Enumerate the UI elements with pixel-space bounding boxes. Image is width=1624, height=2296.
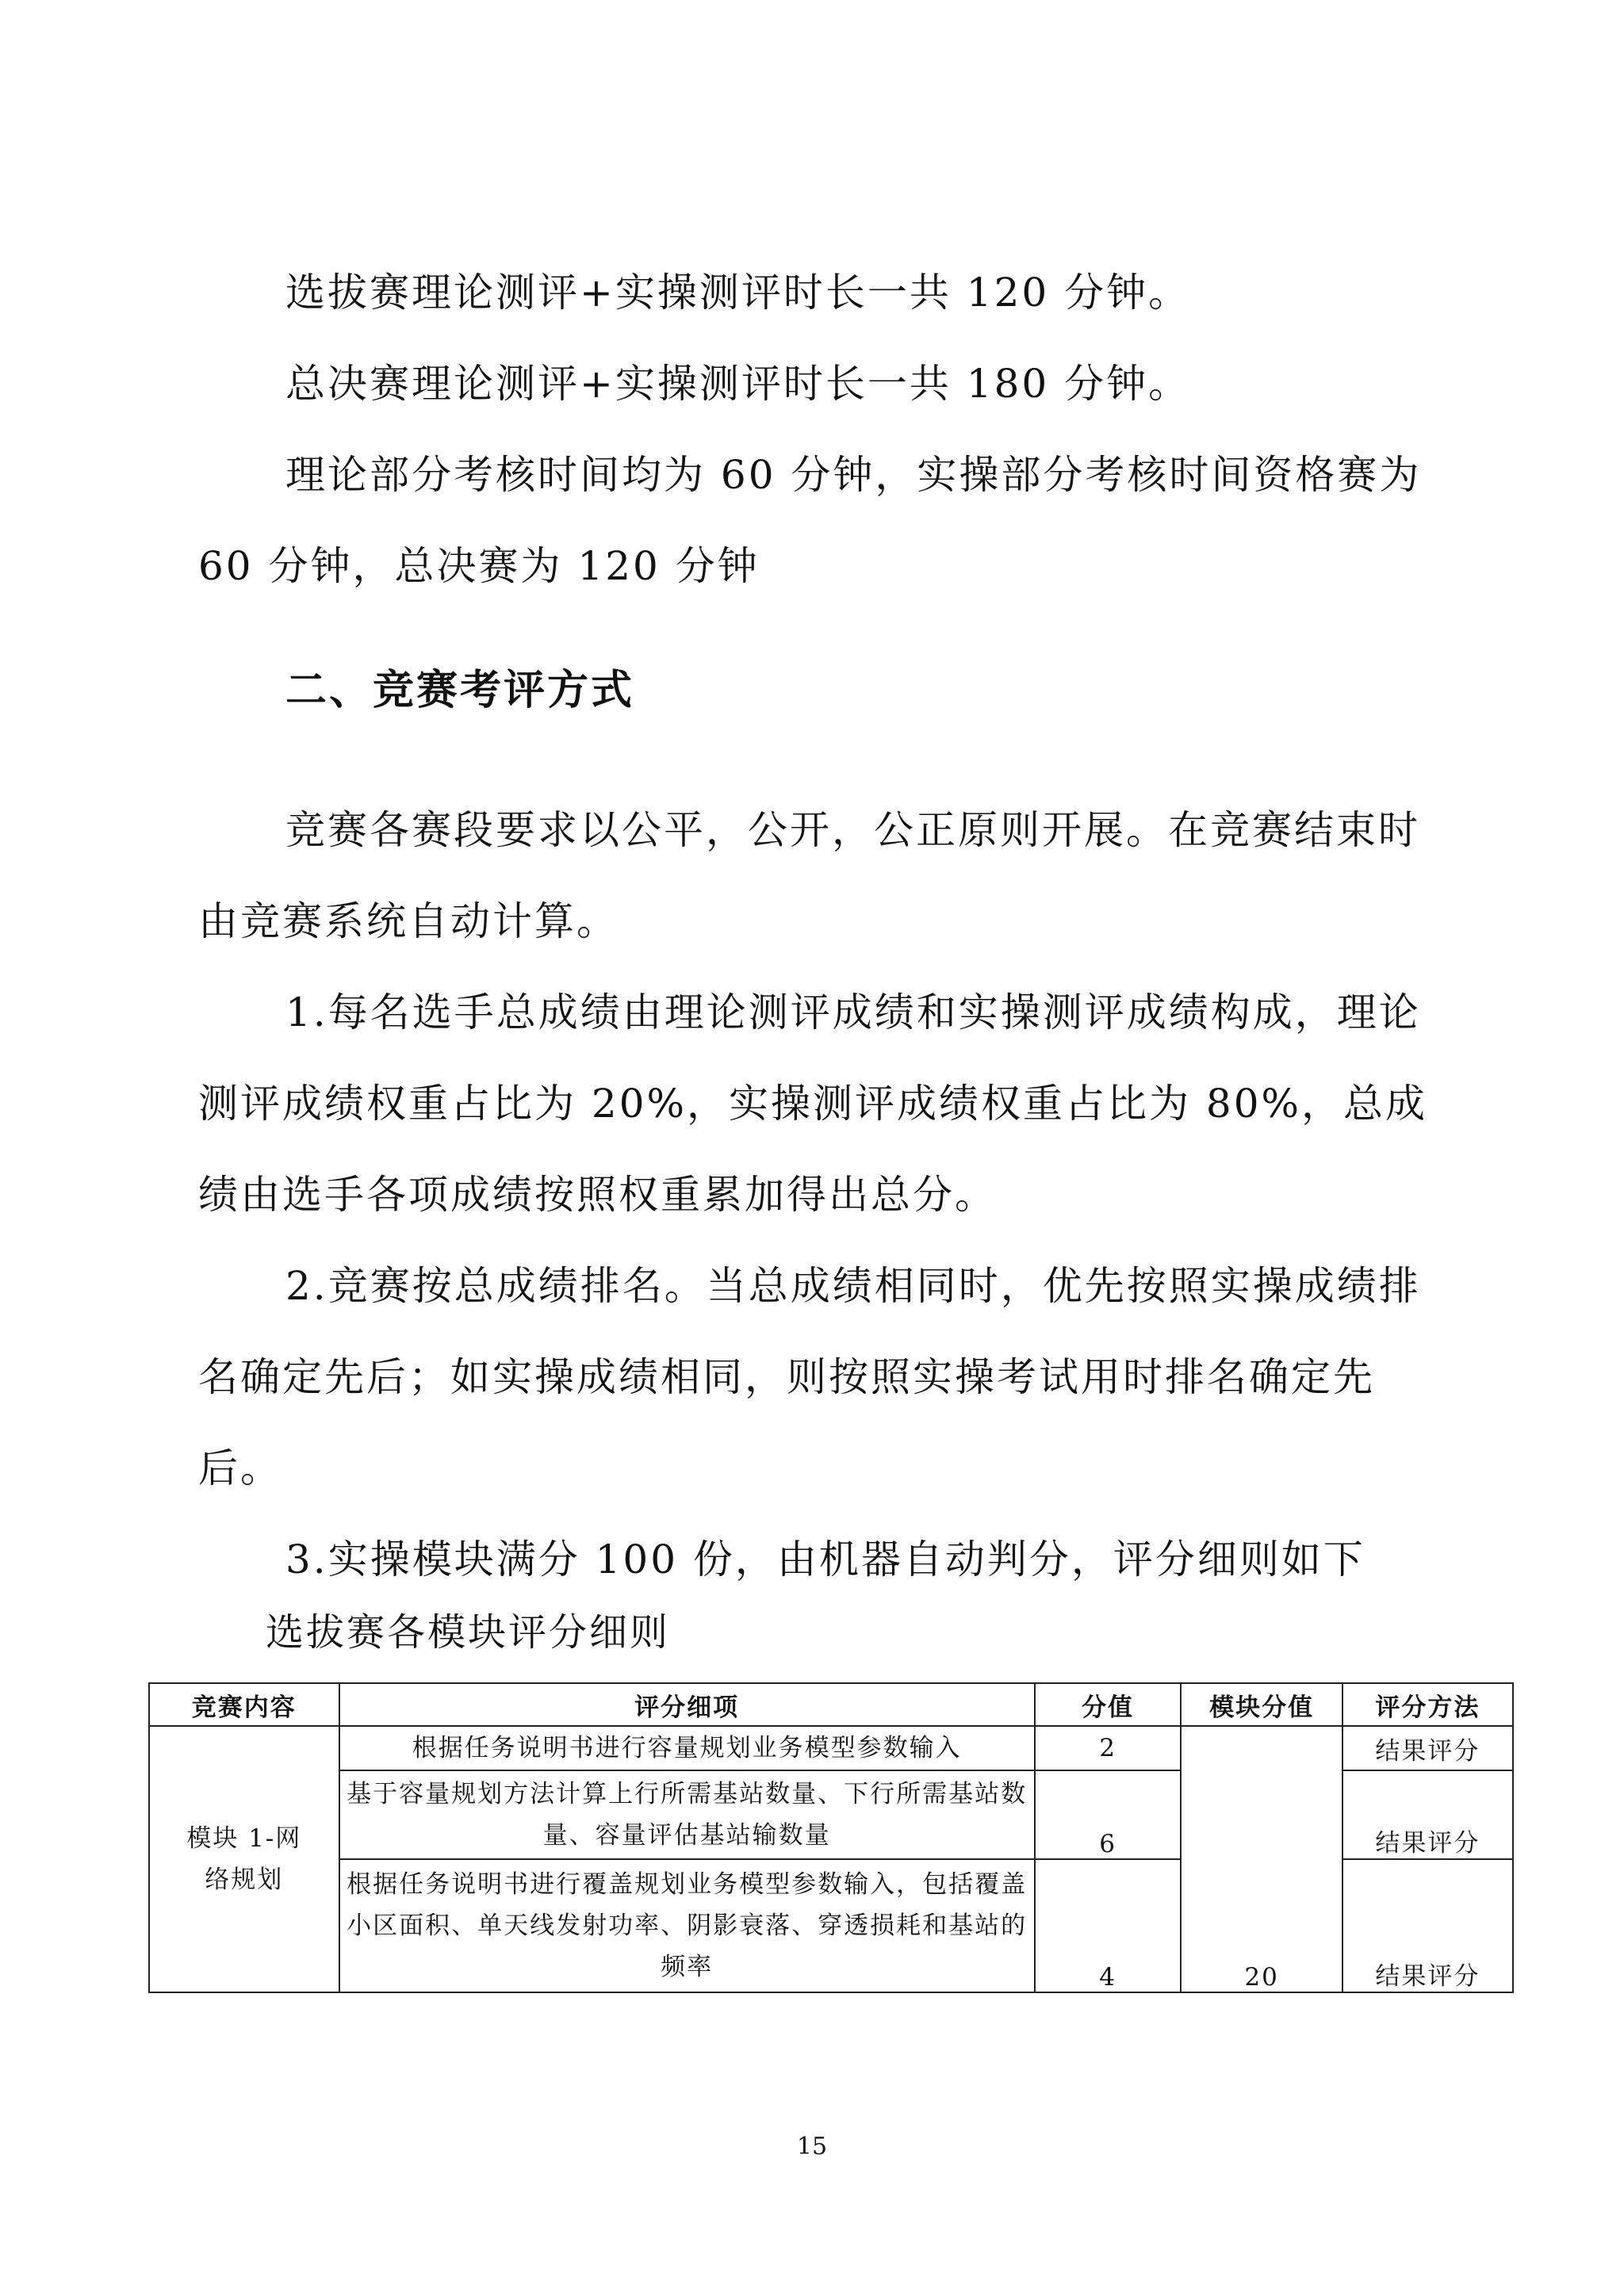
- paragraph-final-duration: 总决赛理论测评+实操测评时长一共 180 分钟。: [285, 361, 1191, 407]
- paragraph-principles: 竞赛各赛段要求以公平，公开，公正原则开展。在竞赛结束时由竞赛系统自动计算。: [198, 807, 1420, 944]
- paragraph-total-score: 1.每名选手总成绩由理论测评成绩和实操测评成绩构成，理论测评成绩权重占比为 20%，实操测评成绩权重占比为 80%，总成绩由选手各项成绩按照权重累加得出总分。: [198, 989, 1428, 1218]
- page-number: 15: [796, 2133, 828, 2160]
- score-item-cell: 根据任务说明书进行容量规划业务模型参数输入: [339, 1726, 1035, 1770]
- module-name-cell: 模块 1-网络规划: [149, 1726, 339, 1992]
- module-total-cell: 20: [1181, 1726, 1342, 1992]
- method-cell: 结果评分: [1342, 1859, 1513, 1992]
- score-item-cell: 基于容量规划方法计算上行所需基站数量、下行所需基站数量、容量评估基站输数量: [339, 1770, 1035, 1859]
- header-module-score: 模块分值: [1181, 1683, 1342, 1726]
- header-score: 分值: [1035, 1683, 1182, 1726]
- score-value-cell: 6: [1035, 1770, 1182, 1859]
- table-row: [149, 1726, 1513, 1770]
- section-heading: 二、竞赛考评方式: [285, 667, 635, 714]
- method-cell: 结果评分: [1342, 1770, 1513, 1859]
- method-cell: 结果评分: [1342, 1726, 1513, 1770]
- paragraph-qualifier-duration: 选拔赛理论测评+实操测评时长一共 120 分钟。: [285, 270, 1191, 316]
- table-header-row: [149, 1683, 1513, 1726]
- score-value-cell: 4: [1035, 1859, 1182, 1992]
- paragraph-exam-time: 理论部分考核时间均为 60 分钟，实操部分考核时间资格赛为 60 分钟，总决赛为 120 分钟: [198, 452, 1422, 589]
- header-content: 竞赛内容: [149, 1683, 339, 1726]
- header-item: 评分细项: [339, 1683, 1035, 1726]
- paragraph-practical-module: 3.实操模块满分 100 份，由机器自动判分，评分细则如下: [285, 1536, 1365, 1582]
- scoring-table: [148, 1682, 1514, 1993]
- header-method: 评分方法: [1342, 1683, 1513, 1726]
- table-caption: 选拔赛各模块评分细则: [266, 1610, 671, 1655]
- paragraph-ranking: 2.竞赛按总成绩排名。当总成绩相同时，优先按照实操成绩排名确定先后；如实操成绩相同，则按照实操考试用时排名确定先后。: [198, 1263, 1421, 1491]
- score-item-cell: 根据任务说明书进行覆盖规划业务模型参数输入，包括覆盖小区面积、单天线发射功率、阴影衰落、穿透损耗和基站的频率: [339, 1859, 1035, 1992]
- score-value-cell: 2: [1035, 1726, 1182, 1770]
